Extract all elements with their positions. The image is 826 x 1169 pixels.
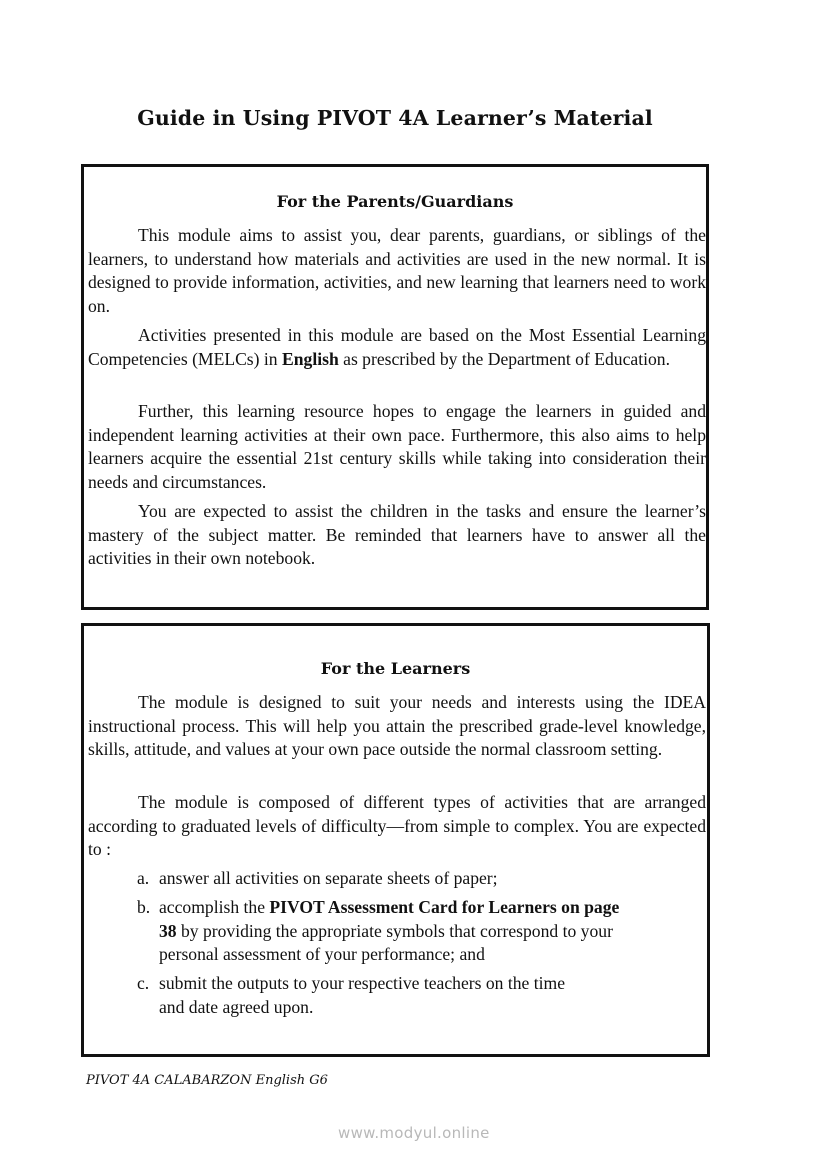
watermark: www.modyul.online — [338, 1124, 490, 1142]
learners-heading: For the Learners — [320, 659, 471, 678]
learners-paragraph-1: The module is designed to suit your needs and interests using the IDEA instructional process. This will help you attain the prescribed grade-level knowledge, skills, attitude, and values at your own pace outside the normal classroom setting. — [88, 692, 706, 760]
learners-paragraph-2: The module is composed of different types of activities that are arranged according to graduated levels of difficulty—from simple to complex. You are expected to : — [88, 792, 706, 860]
parents-paragraph-1: This module aims to assist you, dear parents, guardians, or siblings of the learners, to understand how materials and activities are used in the new normal. It is designed to provide information, activities, and new learning that learners need to work on. — [88, 225, 706, 316]
assessment-card-reference: PIVOT Assessment Card for Learners on page — [269, 897, 620, 917]
page-title: Guide in Using PIVOT 4A Learner’s Material — [137, 106, 653, 130]
page-number-reference: 38 — [159, 920, 177, 941]
parents-guardians-heading: For the Parents/Guardians — [276, 192, 514, 211]
learners-box — [81, 623, 710, 1057]
list-item-a: a. answer all activities on separate sheets of paper; — [137, 868, 498, 888]
parents-guardians-box — [81, 164, 709, 610]
parents-paragraph-4: You are expected to assist the children in the tasks and ensure the learner’s mastery of the subject matter. Be reminded that learners have to answer all the activities in their own notebook. — [88, 501, 706, 569]
subject-name: English — [282, 348, 339, 369]
page-footer: PIVOT 4A CALABARZON English G6 — [86, 1073, 328, 1088]
list-item-c: c. submit the outputs to your respective teachers on the time and date agreed upon. — [137, 973, 566, 1017]
parents-paragraph-3: Further, this learning resource hopes to engage the learners in guided and independent learning activities at their own pace. Furthermore, this also aims to help learners acquire the essential 21st century skills while taking into consideration their needs and circumstances. — [88, 401, 706, 492]
list-item-b: b. accomplish the PIVOT Assessment Card for Learners on page 38 by providing the appropriate symbols that correspond to your personal assessment of your performance; and — [137, 897, 620, 965]
parents-paragraph-2: Activities presented in this module are based on the Most Essential Learning Competencies (MELCs) in English as prescribed by the Department of Education. — [88, 325, 706, 369]
